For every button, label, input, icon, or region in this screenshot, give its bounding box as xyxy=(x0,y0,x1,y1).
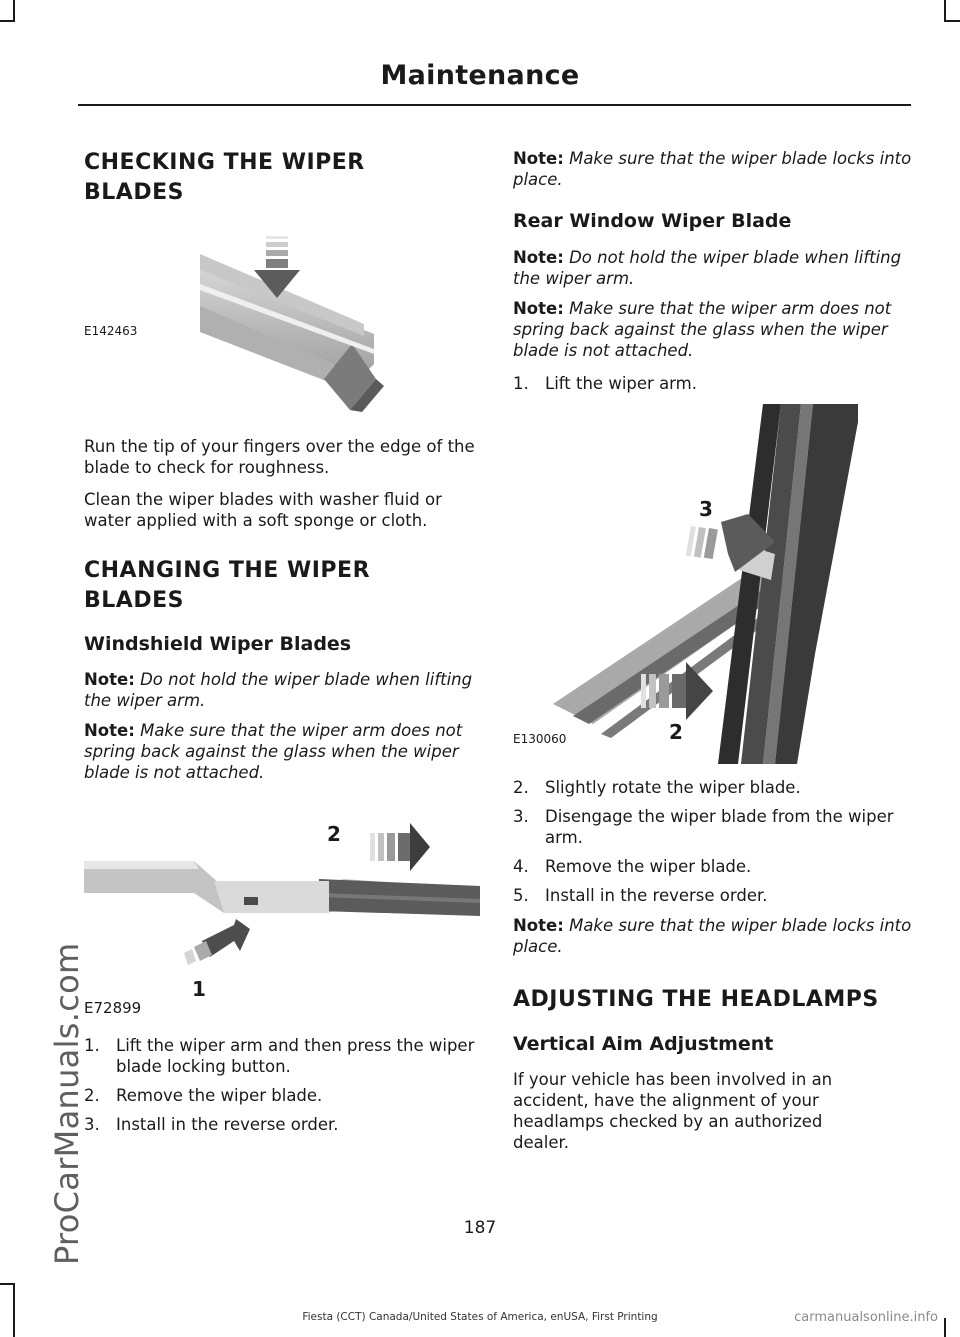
left-column xyxy=(84,148,480,1135)
note-label: Note: xyxy=(513,299,564,318)
note-label: Note: xyxy=(513,248,564,267)
crop-mark xyxy=(0,1283,15,1285)
callout-label: 1 xyxy=(192,977,206,1001)
callout-label: 3 xyxy=(699,497,713,521)
figure-windshield-wiper xyxy=(84,801,480,1001)
list-item xyxy=(513,856,913,877)
note-label: Note: xyxy=(513,916,564,935)
list-item xyxy=(513,777,913,798)
step-number: 1. xyxy=(513,374,529,393)
crop-mark xyxy=(944,0,946,22)
step-text: Slightly rotate the wiper blade. xyxy=(545,778,801,797)
right-column xyxy=(513,148,913,1153)
list-item xyxy=(84,1085,480,1106)
figure-code: E130060 xyxy=(513,732,567,746)
checking-heading: CHECKING THE WIPER BLADES xyxy=(84,150,365,205)
note-text: Make sure that the wiper arm does not spring back against the glass when the wiper blade is not attached. xyxy=(84,721,463,782)
rear-wiper-heading: Rear Window Wiper Blade xyxy=(513,210,792,232)
adjusting-heading: ADJUSTING THE HEADLAMPS xyxy=(513,987,879,1012)
vertical-aim-paragraph: If your vehicle has been involved in an accident, have the alignment of your headlamps checked by an authorized dealer. xyxy=(513,1070,833,1152)
note-paragraph xyxy=(513,298,913,361)
step-text: Lift the wiper arm and then press the wiper blade locking button. xyxy=(116,1036,475,1076)
note-text: Do not hold the wiper blade when lifting the wiper arm. xyxy=(84,670,473,710)
crop-mark xyxy=(0,20,15,22)
step-text: Install in the reverse order. xyxy=(545,886,768,905)
step-number: 4. xyxy=(513,857,529,876)
callout-label: 2 xyxy=(327,822,341,846)
step-number: 2. xyxy=(513,778,529,797)
crop-mark xyxy=(13,1283,15,1337)
crop-mark xyxy=(13,0,15,22)
step-number: 3. xyxy=(84,1115,100,1134)
steps-list xyxy=(513,777,913,906)
step-number: 2. xyxy=(84,1086,100,1105)
steps-list xyxy=(84,1035,480,1135)
note-text: Make sure that the wiper blade locks into place. xyxy=(513,916,912,956)
changing-heading: CHANGING THE WIPER BLADES xyxy=(84,558,371,613)
list-item xyxy=(84,1035,480,1077)
note-text: Make sure that the wiper blade locks into place. xyxy=(513,149,912,189)
steps-list xyxy=(513,373,913,394)
figure-wiper-edge xyxy=(84,214,480,412)
rear-wiper-illustration xyxy=(513,404,858,764)
figure-rear-wiper xyxy=(513,404,858,764)
list-item xyxy=(84,1114,480,1135)
step-text: Lift the wiper arm. xyxy=(545,374,697,393)
note-label: Note: xyxy=(513,149,564,168)
step-number: 3. xyxy=(513,807,529,826)
windshield-wiper-illustration xyxy=(84,801,480,1001)
note-label: Note: xyxy=(84,721,135,740)
list-item xyxy=(513,885,913,906)
side-watermark: ProCarManuals.com xyxy=(48,942,86,1265)
page-header-title: Maintenance xyxy=(380,60,580,91)
windshield-heading: Windshield Wiper Blades xyxy=(84,633,352,655)
note-text: Do not hold the wiper blade when lifting the wiper arm. xyxy=(513,248,902,288)
step-text: Remove the wiper blade. xyxy=(545,857,752,876)
step-text: Disengage the wiper blade from the wiper arm. xyxy=(545,807,894,847)
step-text: Remove the wiper blade. xyxy=(116,1086,323,1105)
callout-label: 2 xyxy=(669,720,683,744)
page-number: 187 xyxy=(463,1218,497,1238)
header-rule xyxy=(78,104,911,106)
step-text: Install in the reverse order. xyxy=(116,1115,339,1134)
note-label: Note: xyxy=(84,670,135,689)
wiper-blade-edge-illustration xyxy=(84,214,480,412)
note-text: Make sure that the wiper arm does not spring back against the glass when the wiper blade is not attached. xyxy=(513,299,892,360)
figure-code: E72899 xyxy=(84,999,142,1017)
vertical-aim-heading: Vertical Aim Adjustment xyxy=(513,1033,774,1055)
list-item xyxy=(513,373,913,394)
step-number: 1. xyxy=(84,1036,100,1055)
step-number: 5. xyxy=(513,886,529,905)
list-item xyxy=(513,806,913,848)
crop-mark xyxy=(944,20,960,22)
note-paragraph xyxy=(513,247,913,289)
note-paragraph xyxy=(513,915,913,957)
note-paragraph xyxy=(84,669,480,711)
note-paragraph xyxy=(513,148,913,190)
footer-watermark: carmanualsonline.info xyxy=(794,1310,938,1325)
footer-edition: Fiesta (CCT) Canada/United States of America, enUSA, First Printing xyxy=(302,1311,658,1323)
figure-code: E142463 xyxy=(84,324,138,338)
checking-paragraph-2: Clean the wiper blades with washer fluid or water applied with a soft sponge or cloth. xyxy=(84,490,442,530)
checking-paragraph-1: Run the tip of your fingers over the edge of the blade to check for roughness. xyxy=(84,437,475,477)
note-paragraph xyxy=(84,720,480,783)
